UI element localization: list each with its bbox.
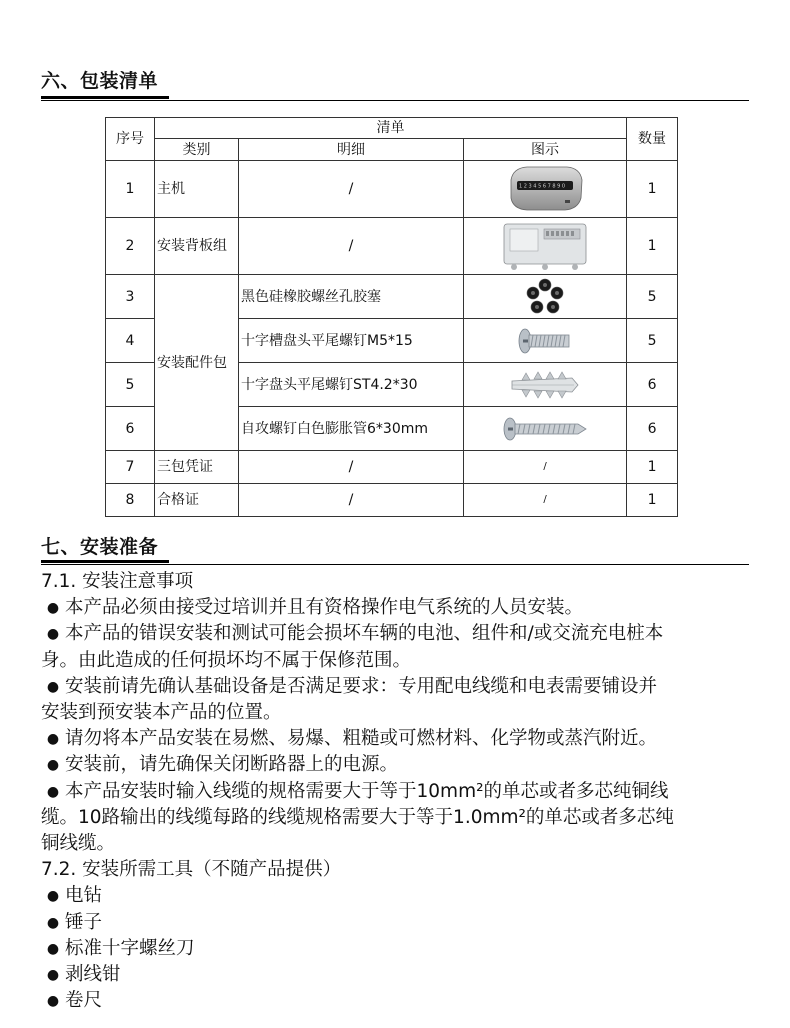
subheading-7-2: 7.2. 安装所需工具（不随产品提供） xyxy=(41,859,342,881)
note-item xyxy=(41,779,756,805)
note-item xyxy=(41,621,756,647)
row-detail: 黑色硅橡胶螺丝孔胶塞 xyxy=(239,275,464,319)
bullet-icon: ● xyxy=(46,940,60,957)
row-seq: 1 xyxy=(106,161,155,218)
section-6-underline xyxy=(41,96,169,99)
row-figure: / xyxy=(464,484,627,517)
row-figure xyxy=(464,319,627,363)
m5-screw-image xyxy=(515,323,575,359)
row-seq: 3 xyxy=(106,275,155,319)
row-category: 安装背板组 xyxy=(155,218,239,275)
section-6-divider xyxy=(41,100,749,101)
note-text: 请勿将本产品安装在易燃、易爆、粗糙或可燃材料、化学物或蒸汽附近。 xyxy=(65,728,658,750)
tool-text: 电钻 xyxy=(65,885,103,907)
header-detail: 明细 xyxy=(239,139,464,161)
row-figure xyxy=(464,275,627,319)
expansion-anchor-image xyxy=(508,367,582,403)
tool-item xyxy=(41,910,756,936)
bullet-icon: ● xyxy=(46,783,60,800)
bullet-icon: ● xyxy=(46,731,60,748)
row-figure xyxy=(464,363,627,407)
rubber-plug-image xyxy=(522,277,568,317)
header-qty: 数量 xyxy=(627,118,678,161)
tool-item xyxy=(41,962,756,988)
main-unit-image xyxy=(505,164,585,214)
bullet-icon: ● xyxy=(46,967,60,984)
row-category: 主机 xyxy=(155,161,239,218)
header-seq: 序号 xyxy=(106,118,155,161)
note-text: 本产品的错误安装和测试可能会损坏车辆的电池、组件和/或交流充电桩本 xyxy=(65,623,664,645)
tool-item xyxy=(41,988,756,1014)
bullet-icon: ● xyxy=(46,888,60,905)
table-header-row xyxy=(106,118,678,139)
header-list: 清单 xyxy=(155,118,627,139)
row-qty: 5 xyxy=(627,275,678,319)
table-row xyxy=(106,161,678,218)
table-row xyxy=(106,275,678,319)
row-seq: 7 xyxy=(106,451,155,484)
table-subheader-row xyxy=(106,139,678,161)
row-category: 安装配件包 xyxy=(155,275,239,451)
tool-text: 锤子 xyxy=(65,911,103,933)
tool-item xyxy=(41,883,756,909)
bullet-icon: ● xyxy=(46,626,60,643)
row-qty: 1 xyxy=(627,161,678,218)
row-qty: 6 xyxy=(627,407,678,451)
section-7-underline xyxy=(41,560,169,563)
row-detail: 十字盘头平尾螺钉ST4.2*30 xyxy=(239,363,464,407)
row-detail: / xyxy=(239,218,464,275)
bullet-icon: ● xyxy=(46,757,60,774)
section-6-title: 六、包装清单 xyxy=(41,70,159,92)
row-seq: 8 xyxy=(106,484,155,517)
note-text: 安装前，请先确保关闭断路器上的电源。 xyxy=(65,754,399,776)
table-row xyxy=(106,451,678,484)
row-qty: 1 xyxy=(627,484,678,517)
row-seq: 4 xyxy=(106,319,155,363)
table-row xyxy=(106,484,678,517)
back-plate-image xyxy=(502,221,588,271)
tool-text: 剥线钳 xyxy=(65,964,121,986)
note-continuation: 安装到预安装本产品的位置。 xyxy=(41,702,282,724)
bullet-icon: ● xyxy=(46,914,60,931)
row-detail: 十字槽盘头平尾螺钉M5*15 xyxy=(239,319,464,363)
section-7-title: 七、安装准备 xyxy=(41,536,159,558)
note-item xyxy=(41,726,756,752)
section-7-divider xyxy=(41,564,749,565)
subheading-7-1: 7.1. 安装注意事项 xyxy=(41,571,194,592)
row-qty: 1 xyxy=(627,451,678,484)
packing-list-table xyxy=(105,117,678,517)
section-7-body xyxy=(41,569,756,1014)
note-text: 安装前请先确认基础设备是否满足要求：专用配电线缆和电表需要铺设并 xyxy=(65,675,658,697)
self-tapping-screw-image xyxy=(500,411,590,447)
row-category: 合格证 xyxy=(155,484,239,517)
header-category: 类别 xyxy=(155,139,239,161)
row-figure: / xyxy=(464,451,627,484)
note-item xyxy=(41,752,756,778)
note-continuation: 缆。10路输出的线缆每路的线缆规格需要大于等于1.0mm²的单芯或者多芯纯 xyxy=(41,806,674,828)
row-qty: 1 xyxy=(627,218,678,275)
tool-text: 卷尺 xyxy=(65,990,103,1012)
svg-text:1 2 3 4 5 6 7 8 9 0: 1 2 3 4 5 6 7 8 9 0 xyxy=(519,183,566,190)
tool-text: 标准十字螺丝刀 xyxy=(65,937,195,959)
note-text: 本产品必须由接受过培训并且有资格操作电气系统的人员安装。 xyxy=(65,597,584,619)
note-continuation: 铜线缆。 xyxy=(41,833,116,855)
note-continuation: 身。由此造成的任何损坏均不属于保修范围。 xyxy=(41,649,412,671)
row-figure xyxy=(464,218,627,275)
row-detail: 自攻螺钉白色膨胀管6*30mm xyxy=(239,407,464,451)
row-figure xyxy=(464,161,627,218)
row-seq: 6 xyxy=(106,407,155,451)
row-detail: / xyxy=(239,161,464,218)
row-detail: / xyxy=(239,484,464,517)
tool-item xyxy=(41,936,756,962)
note-item xyxy=(41,595,756,621)
row-qty: 5 xyxy=(627,319,678,363)
note-item xyxy=(41,674,756,700)
note-text: 本产品安装时输入线缆的规格需要大于等于10mm²的单芯或者多芯纯铜线 xyxy=(65,780,669,802)
row-detail: / xyxy=(239,451,464,484)
bullet-icon: ● xyxy=(46,678,60,695)
header-figure: 图示 xyxy=(464,139,627,161)
row-category: 三包凭证 xyxy=(155,451,239,484)
bullet-icon: ● xyxy=(46,600,60,617)
row-figure xyxy=(464,407,627,451)
row-seq: 2 xyxy=(106,218,155,275)
row-qty: 6 xyxy=(627,363,678,407)
bullet-icon: ● xyxy=(46,993,60,1010)
table-row xyxy=(106,218,678,275)
row-seq: 5 xyxy=(106,363,155,407)
